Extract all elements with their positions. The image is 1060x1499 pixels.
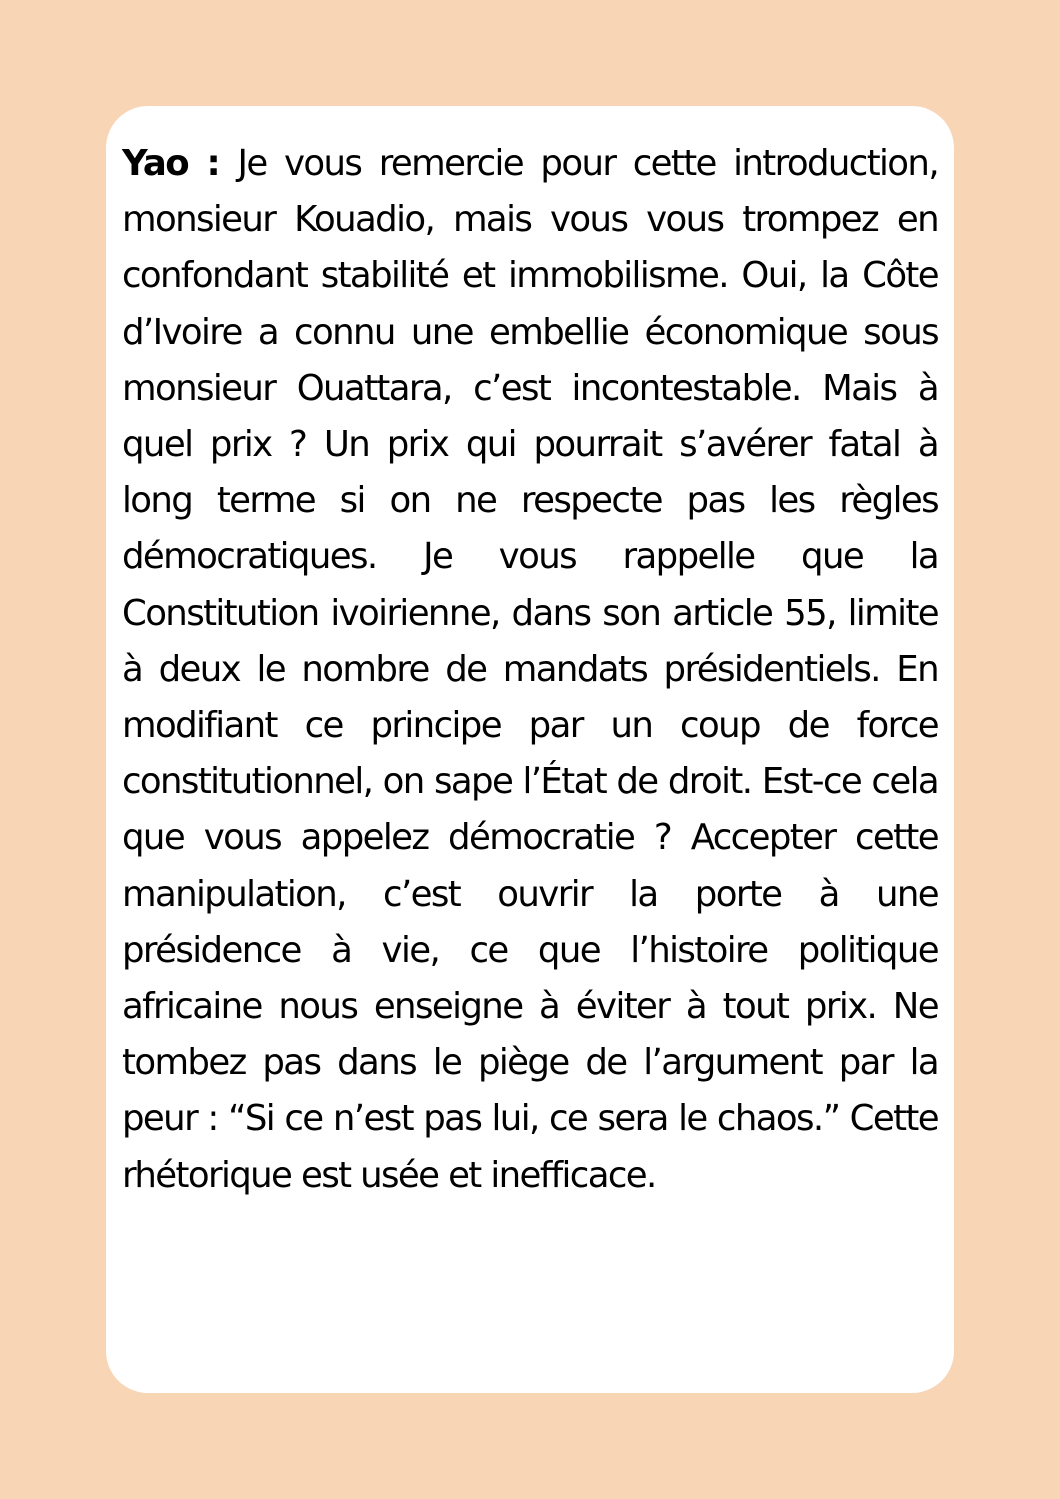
speaker-label: Yao: [122, 143, 188, 184]
dialogue-card: [106, 106, 954, 1393]
dialogue-paragraph: [122, 136, 938, 1204]
dialogue-text: Je vous remercie pour cette introduction, monsieur Kouadio, mais vous vous trompez en confondant stabilité et immobilisme. Oui, la Côte d’Ivoire a connu une embellie économique sous monsieur Ouattara, c’est incontestable. Mais à quel prix ? Un prix qui pourrait s’avérer fatal à long terme si on ne respecte pas les règles démocratiques. Je vous rappelle que la Constitution ivoirienne, dans son article 55, limite à deux le nombre de mandats présidentiels. En modifiant ce principe par un coup de force constitutionnel, on sape l’État de droit. Est-ce cela que vous appelez démocratie ? Accepter cette manipulation, c’est ouvrir la porte à une présidence à vie, ce que l’histoire politique africaine nous enseigne à éviter à tout prix. Ne tombez pas dans le piège de l’argument par la peur : “Si ce n’est pas lui, ce sera le chaos.” Cette rhétorique est usée et inefficace.: [122, 143, 938, 1196]
speaker-separator: :: [188, 143, 238, 184]
speaker-name: [122, 143, 238, 184]
